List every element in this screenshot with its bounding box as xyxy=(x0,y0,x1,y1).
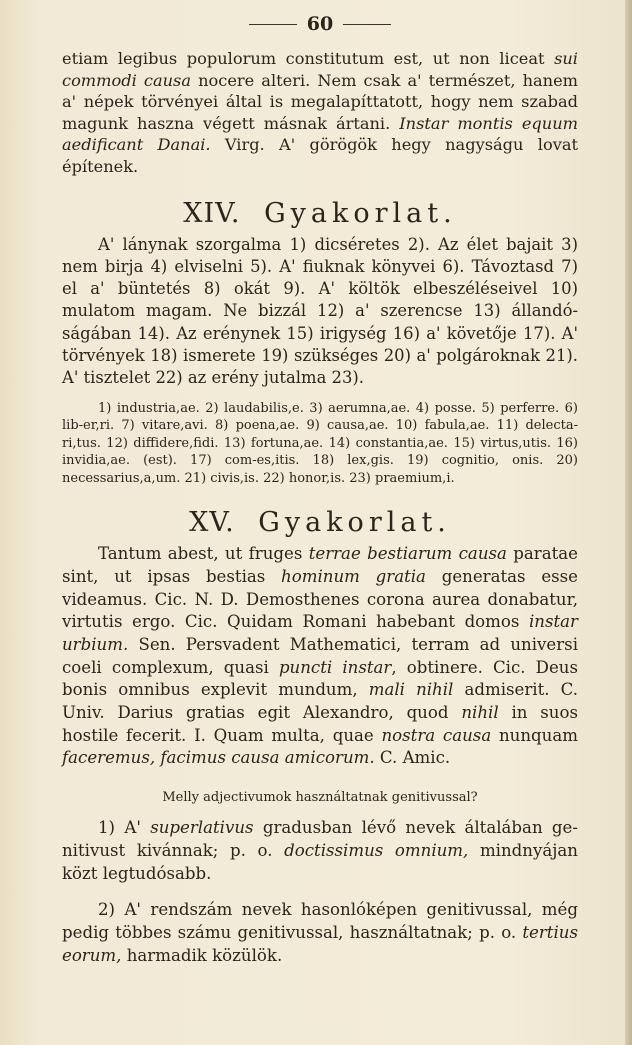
section-xv-number: XV. xyxy=(189,507,235,539)
text-run: Virg. A' görögök hegy nagyságu lovat építenek. xyxy=(62,135,578,176)
italic-latin-phrase: puncti instar xyxy=(278,657,392,677)
answer-1 xyxy=(62,817,578,885)
text-run: gradusban lévő nevek általában genitivust kivánnak; p. o. xyxy=(62,818,578,860)
italic-latin-phrase: faceremus, facimus causa amicorum. xyxy=(62,748,375,768)
italic-latin-phrase: doctissimus omnium, xyxy=(284,840,469,860)
section-xv-heading xyxy=(62,503,578,543)
text-run: 1) A' xyxy=(98,818,151,838)
italic-latin-phrase: superlativus xyxy=(150,818,254,838)
section-xiv-text: A' lánynak szorgalma 1) dicséretes 2). Az élet bajait 3) nem birja 4) elviselni 5). A' fiuknak könyvei 6). Távoztasd 7) el a' büntetés 8) okát 9). A' költök elbeszéléseivel 10) mulatom magam. Ne bizzál 12) a' szerencse 13) állandóságában 14). Az erénynek 15) irigység 16) a' követője 17). A' törvények 18) ismerete 19) szükséges 20) a' polgároknak 21). A' tisztelet 22) az erény jutalma 23). xyxy=(62,234,578,388)
text-run: mindnyájan közt legtudósabb. xyxy=(62,840,578,883)
section-xiv-heading xyxy=(62,194,578,234)
section-xiv-number: XIV. xyxy=(183,197,241,229)
text-run: Sen. Persvadent Mathematici, terram ad universi coeli complexum, quasi xyxy=(62,634,578,677)
text-run: paratae sint, ut ipsas bestias xyxy=(62,544,578,586)
text-run: admiserit. C. Univ. Darius gratias egit Alexandro, quod xyxy=(62,680,578,723)
text-run: etiam legibus populorum constitutum est, ut non liceat xyxy=(62,49,555,68)
page-edge xyxy=(625,0,632,1045)
italic-latin-phrase: nihil xyxy=(461,703,499,723)
italic-latin-phrase: instar urbium. xyxy=(62,612,578,654)
text-run: C. Amic. xyxy=(374,748,451,768)
italic-latin-phrase: mali nihil xyxy=(368,680,454,700)
answer-2 xyxy=(62,899,578,967)
text-run: in suos hostile fecerit. I. Quam multa, quae xyxy=(62,703,578,745)
section-xv-title: Gyakorlat. xyxy=(258,507,451,539)
text-run: harmadik közülök. xyxy=(121,945,283,965)
italic-latin-phrase: hominum gratia xyxy=(281,566,426,586)
header-rule-right xyxy=(343,24,391,25)
italic-latin-phrase: terrae bestiarum causa xyxy=(308,544,507,564)
section-xiv-notes: 1) industria,ae. 2) laudabilis,e. 3) aerumna,ae. 4) posse. 5) perferre. 6) lib-er,ri. 7) vitare,avi. 8) poena,ae. 9) causa,ae. 10) fabula,ae. 11) delecta-ri,tus. 12) diffidere,fidi. 13) fortuna,ae. 14) constantia,ae. 15) virtus,utis. 16) invidia,ae. (est). 17) com-es,itis. 18) lex,gis. 19) cognitio, onis. 20) necessarius,a,um. 21) civis,is. 22) honor,is. 23) praemium,i. xyxy=(62,400,578,486)
text-run: Tantum abest, ut fruges xyxy=(98,544,309,564)
page-content xyxy=(62,10,578,967)
text-run: 2) A' rendszám nevek hasonlóképen genitivussal, még pedig többes számu genitivussal, használtatnak; p. o. xyxy=(62,900,578,942)
italic-latin-phrase: tertius eorum, xyxy=(62,922,578,965)
section-xiv-title: Gyakorlat. xyxy=(264,197,457,229)
section-xv-text xyxy=(62,543,578,770)
italic-latin-phrase: Instar montis equum aedificant Danai. xyxy=(62,113,578,155)
intro-paragraph xyxy=(62,48,578,178)
page-number: 60 xyxy=(306,13,334,35)
header-rule-left xyxy=(249,24,297,25)
italic-latin-phrase: sui commodi causa xyxy=(62,49,578,90)
text-run: , obtinere. Cic. Deus bonis omnibus explevit mundum, xyxy=(62,657,579,700)
text-run: generatas esse videamus. Cic. N. D. Demosthenes corona aurea donabatur, virtutis ergo. Cic. Quidam Romani habebant domos xyxy=(62,566,578,632)
italic-latin-phrase: nostra causa xyxy=(381,725,492,745)
text-run: nunquam xyxy=(491,725,578,745)
text-run: nocere alteri. Nem csak a' természet, hanem a' népek törvényei által is megalapíttatott, hogy nem szabad magunk haszna végett másnak ártani. xyxy=(62,70,579,133)
question-heading: Melly adjectivumok használtatnak genitivussal? xyxy=(162,790,478,806)
page-header xyxy=(62,10,578,38)
